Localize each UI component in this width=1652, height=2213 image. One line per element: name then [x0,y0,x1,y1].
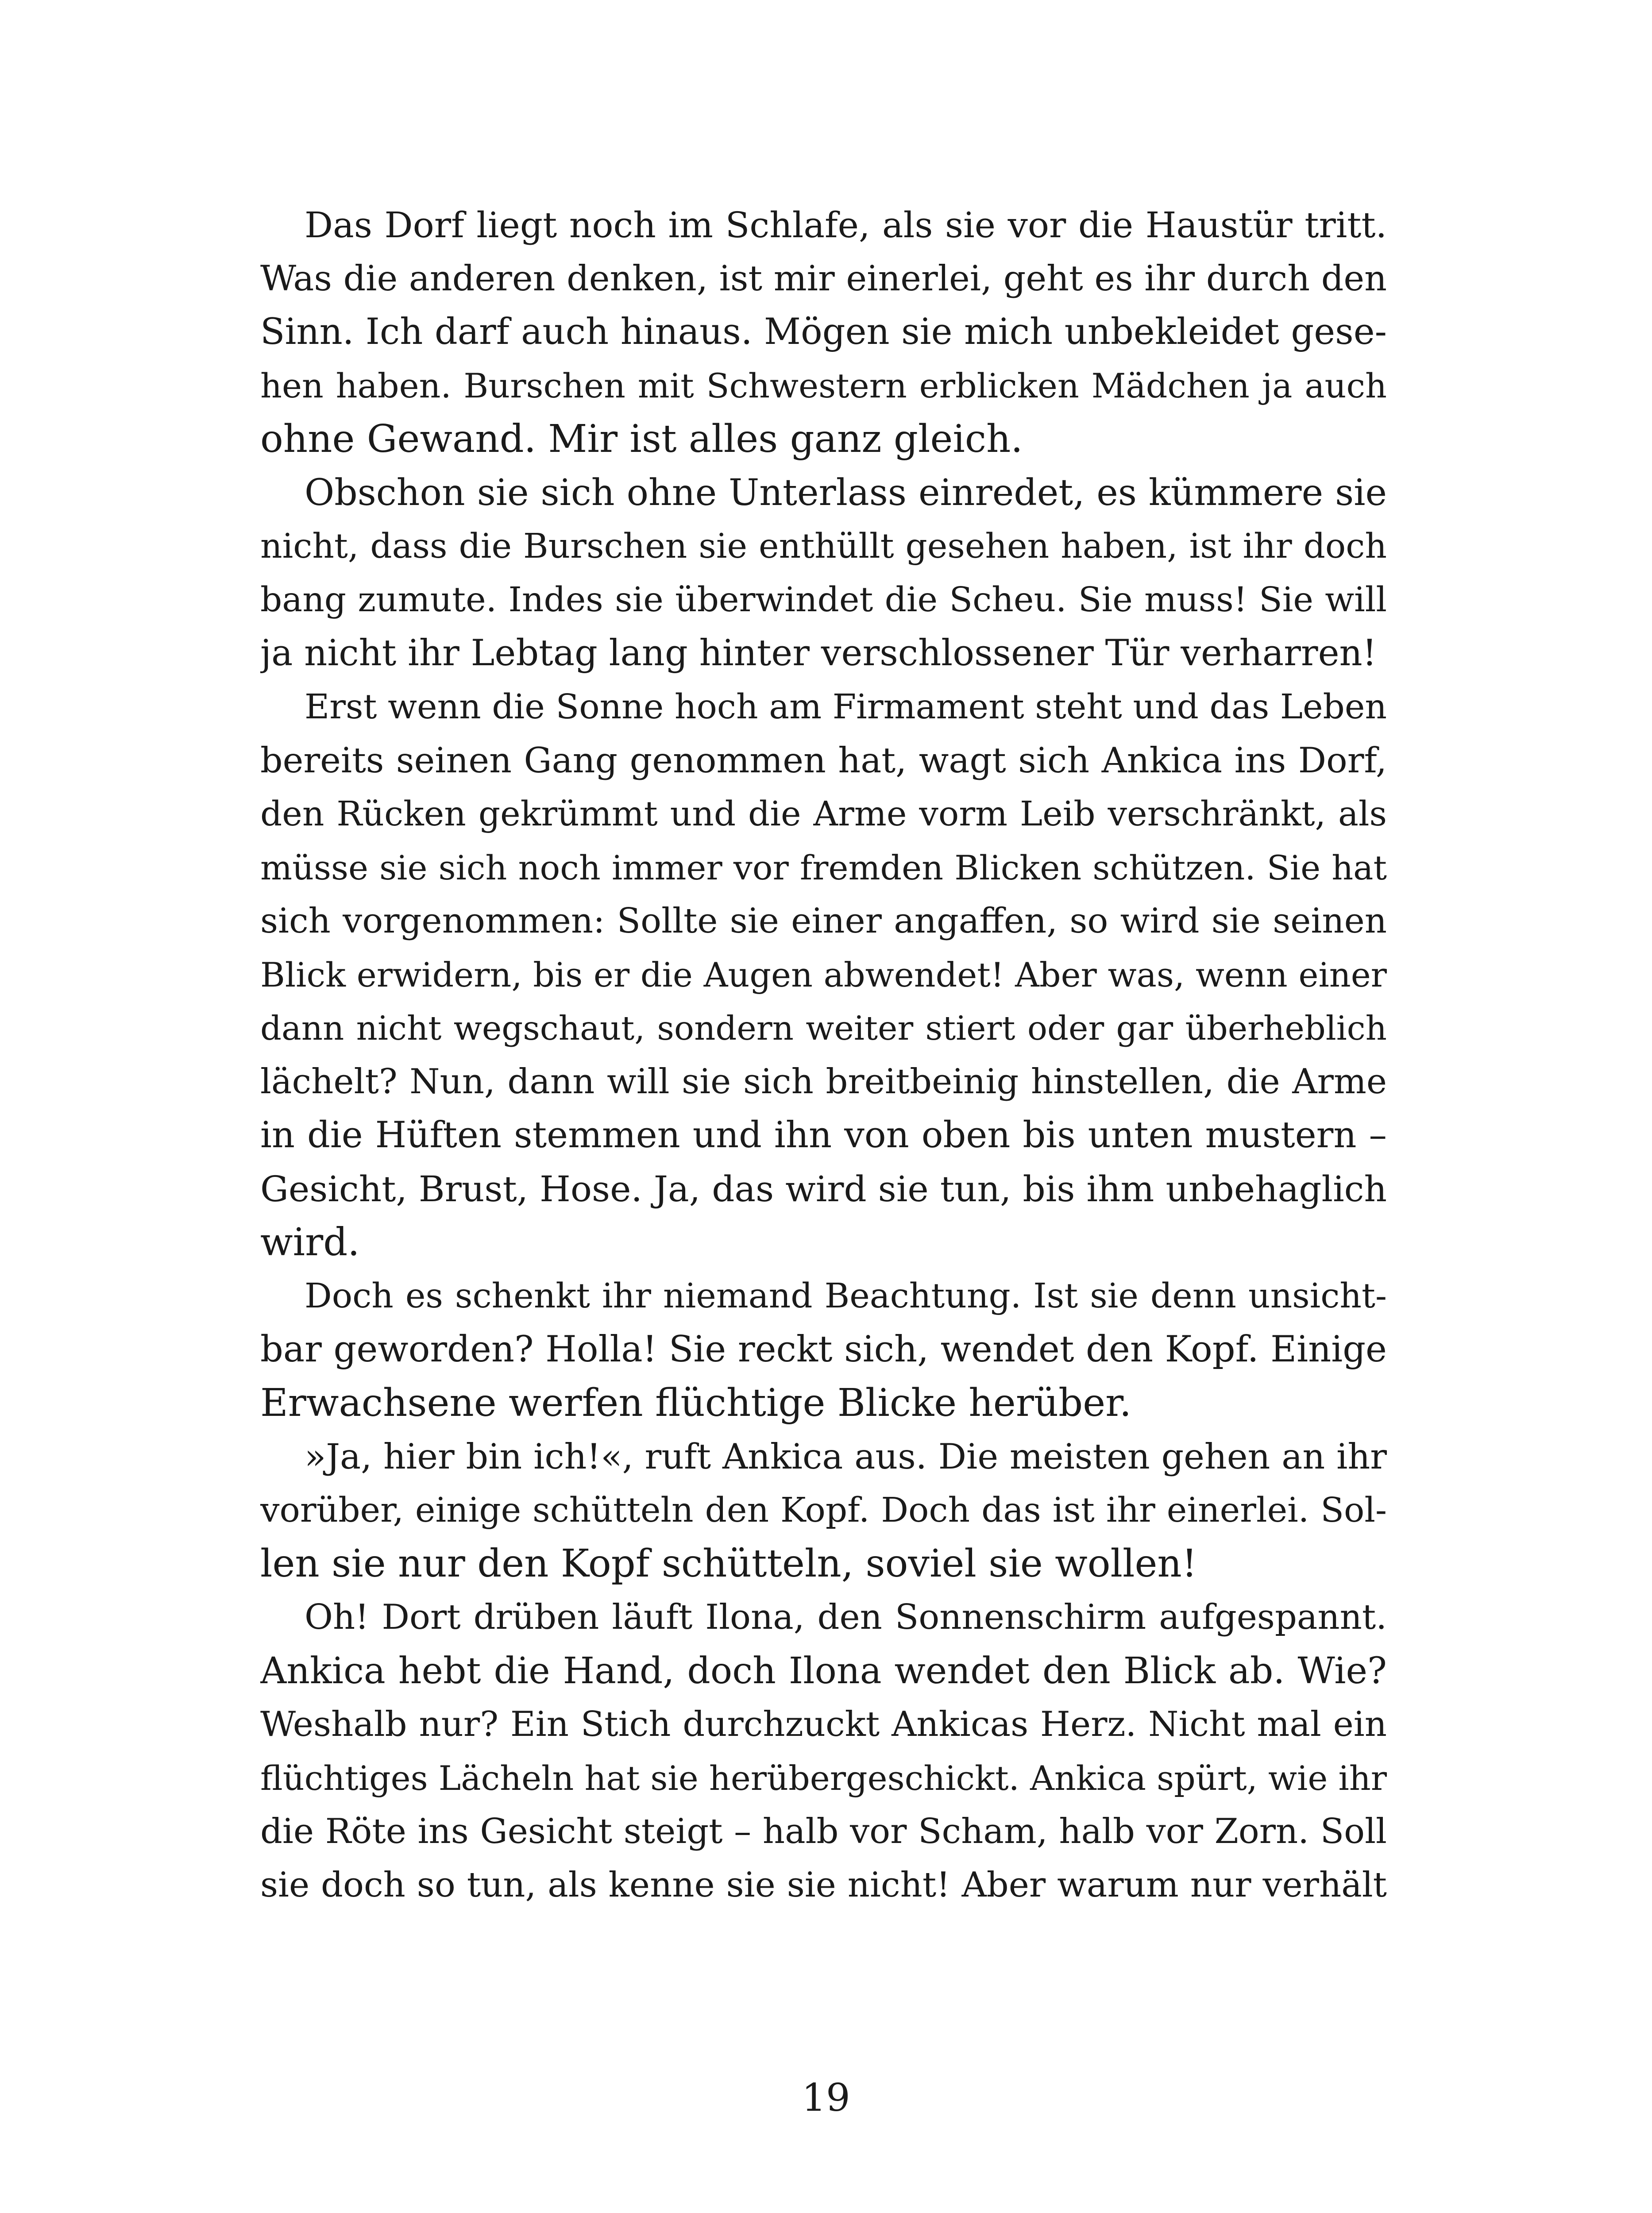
text-line: Das Dorf liegt noch im Schlafe, als sie vor die Haustür tritt. [305,204,1387,246]
text-line: müsse sie sich noch immer vor fremden Blicken schützen. Sie hat [260,848,1387,887]
text-line: bereits seinen Gang genommen hat, wagt sich Ankica ins Dorf, [260,740,1387,781]
text-line: Blick erwidern, bis er die Augen abwendet! Aber was, wenn einer [260,955,1387,995]
text-line: lächelt? Nun, dann will sie sich breitbeinig hinstellen, die Arme [260,1062,1387,1102]
text-line: ja nicht ihr Lebtag lang hinter verschlossener Tür verharren! [260,632,1377,674]
text-line: Erst wenn die Sonne hoch am Firmament steht und das Leben [305,687,1387,727]
text-line: nicht, dass die Burschen sie enthüllt gesehen haben, ist ihr doch [260,527,1387,566]
text-line: sie doch so tun, als kenne sie sie nicht! Aber warum nur verhält [260,1865,1387,1905]
text-line: ohne Gewand. Mir ist alles ganz gleich. [260,417,1023,461]
text-line: »Ja, hier bin ich!«, ruft Ankica aus. Die meisten gehen an ihr [305,1436,1387,1477]
text-line: Oh! Dort drüben läuft Ilona, den Sonnenschirm aufgespannt. [305,1597,1387,1637]
body-text [260,198,1387,1912]
text-line: sich vorgenommen: Sollte sie einer angaffen, so wird sie seinen [260,901,1387,941]
text-line: vorüber, einige schütteln den Kopf. Doch das ist ihr einerlei. Sol- [260,1491,1387,1530]
text-line: Doch es schenkt ihr niemand Beachtung. Ist sie denn unsicht- [305,1276,1387,1316]
text-line: den Rücken gekrümmt und die Arme vorm Leib verschränkt, als [260,794,1387,834]
text-line: flüchtiges Lächeln hat sie herübergeschickt. Ankica spürt, wie ihr [260,1758,1387,1798]
text-line: Erwachsene werfen flüchtige Blicke herüber. [260,1381,1132,1425]
text-line: bar geworden? Holla! Sie reckt sich, wendet den Kopf. Einige [260,1329,1387,1370]
text-line: Weshalb nur? Ein Stich durchzuckt Ankicas Herz. Nicht mal ein [260,1704,1387,1744]
text-line: Was die anderen denken, ist mir einerlei, geht es ihr durch den [260,258,1387,299]
page-number: 19 [802,2076,850,2120]
text-line: dann nicht wegschaut, sondern weiter stiert oder gar überheblich [260,1009,1387,1048]
text-line: in die Hüften stemmen und ihn von oben bis unten mustern – [260,1114,1387,1156]
text-line: Gesicht, Brust, Hose. Ja, das wird sie tun, bis ihm unbehaglich [260,1168,1387,1210]
text-line: die Röte ins Gesicht steigt – halb vor Scham, halb vor Zorn. Soll [260,1812,1387,1851]
text-line: Ankica hebt die Hand, doch Ilona wendet den Blick ab. Wie? [260,1650,1387,1692]
text-line: Sinn. Ich darf auch hinaus. Mögen sie mich unbekleidet gese- [260,311,1387,353]
text-line: Obschon sie sich ohne Unterlass einredet, es kümmere sie [305,472,1387,514]
text-line: len sie nur den Kopf schütteln, soviel sie wollen! [260,1542,1197,1586]
text-line: hen haben. Burschen mit Schwestern erblicken Mädchen ja auch [260,366,1387,405]
text-line: bang zumute. Indes sie überwindet die Scheu. Sie muss! Sie will [260,580,1387,620]
text-line: wird. [260,1220,360,1265]
